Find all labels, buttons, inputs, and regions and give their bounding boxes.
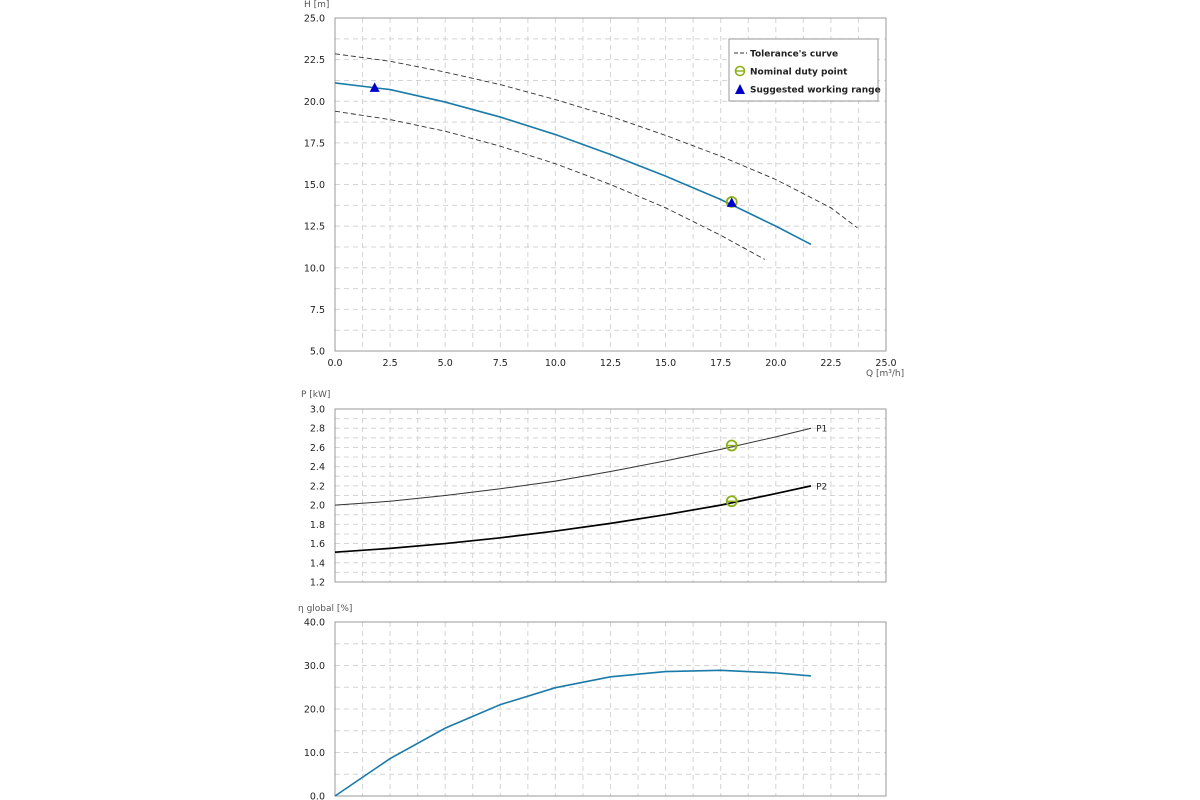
head-x-tick-label: 22.5 [820,358,842,369]
head-y-tick-label: 20.0 [303,96,325,108]
power-y-tick-label: 2.8 [309,423,325,435]
efficiency-y-tick-labels [304,618,325,800]
power-y-axis-label: P [kW] [301,390,331,400]
head-legend [729,39,881,101]
head-x-axis-label: Q [m³/h] [866,369,905,379]
power-chart [301,390,886,589]
power-y-tick-label: 1.2 [309,577,325,589]
efficiency-y-tick-label: 0.0 [309,791,325,800]
head-y-tick-label: 17.5 [303,138,325,150]
efficiency-chart [298,604,886,800]
power-y-tick-label: 3.0 [309,404,325,416]
head-y-axis-label: H [m] [304,0,330,10]
head-x-tick-label: 12.5 [599,358,622,369]
efficiency-y-tick-label: 40.0 [303,617,325,629]
head-x-tick-label: 20.0 [765,358,787,369]
legend-label-working-range: Suggested working range [750,85,881,96]
efficiency-y-tick-label: 20.0 [303,704,325,716]
head-x-tick-label: 7.5 [492,358,508,369]
power-y-tick-labels [310,405,325,589]
efficiency-grid [335,622,886,796]
power-y-tick-label: 1.6 [309,539,325,551]
power-y-tick-label: 2.2 [309,481,325,493]
head-y-tick-label: 5.0 [309,346,325,358]
power-y-tick-label: 1.4 [309,558,325,570]
efficiency-series [335,670,811,796]
efficiency-curve [335,670,811,796]
legend-label-tolerance: Tolerance's curve [750,49,839,60]
head-y-tick-label: 10.0 [303,263,325,275]
power-y-tick-label: 2.4 [309,462,325,474]
head-x-tick-label: 17.5 [710,358,732,369]
legend-label-nominal: Nominal duty point [750,67,848,78]
head-x-tick-label: 5.0 [437,358,453,369]
head-x-tick-label: 25.0 [875,358,897,369]
efficiency-y-tick-label: 10.0 [303,748,325,759]
power-grid [335,409,886,582]
head-y-tick-label: 25.0 [303,13,325,25]
head-y-tick-labels [304,14,325,358]
head-x-tick-label: 15.0 [655,358,677,369]
head-y-tick-label: 15.0 [303,180,325,191]
efficiency-y-axis-label: η global [%] [298,604,353,614]
power-y-tick-label: 2.6 [309,442,325,454]
power-y-tick-label: 2.0 [309,500,325,512]
head-y-tick-label: 22.5 [303,55,325,67]
head-chart [304,0,904,379]
head-x-tick-label: 10.0 [544,358,566,369]
head-y-tick-label: 7.5 [309,304,325,316]
power-series-label-p1: P1 [816,424,828,435]
head-x-tick-label: 2.5 [382,358,398,369]
head-x-tick-labels [327,358,896,369]
head-y-tick-label: 12.5 [303,221,325,233]
head-x-tick-label: 0.0 [327,358,343,369]
power-markers [727,441,737,507]
power-y-tick-label: 1.8 [309,519,325,531]
power-series-label-p2: P2 [816,482,828,493]
efficiency-y-tick-label: 30.0 [303,661,325,672]
power-series [335,425,827,552]
